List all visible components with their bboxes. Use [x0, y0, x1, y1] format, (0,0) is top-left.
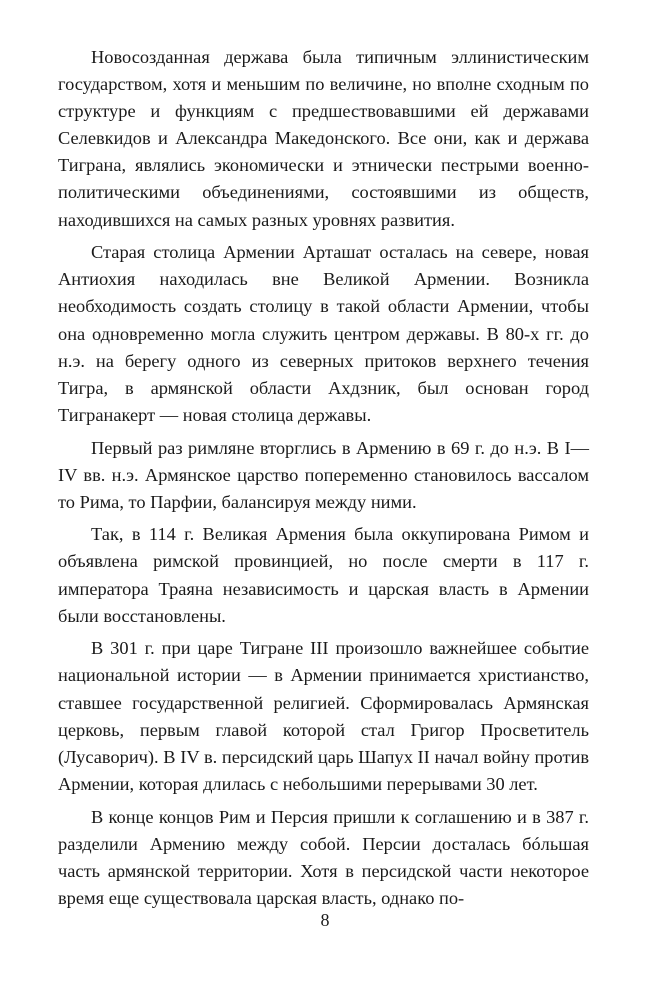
page-body — [58, 44, 589, 917]
paragraph-6: В конце концов Рим и Персия пришли к соглашению и в 387 г. разделили Армению между собой. Персии досталась бóльшая часть армянской территории. Хотя в персидской части некоторое время еще существовала царская власть, однако по- — [58, 806, 589, 908]
paragraph-4: Так, в 114 г. Великая Армения была оккупирована Римом и объявлена римской провинцией, но после смерти в 117 г. императора Траяна независимость и царская власть в Армении были восстановлены. — [58, 524, 589, 626]
page-number: 8 — [320, 910, 330, 930]
paragraph-5: В 301 г. при царе Тигране III произошло важнейшее событие национальной истории — в Армении принимается христианство, ставшее государственной религией. Сформировалась Армянская церковь, первым главой которой стал Григор Просветитель (Лусаворич). В IV в. персидский царь Шапух II начал войну против Армении, которая длилась с небольшими перерывами 30 лет. — [58, 638, 589, 794]
paragraph-3: Первый раз римляне вторглись в Армению в 69 г. до н.э. В I—IV вв. н.э. Армянское царство попеременно становилось вассалом то Рима, то Парфии, балансируя между ними. — [58, 437, 589, 512]
paragraph-2: Старая столица Армении Арташат осталась на севере, новая Антиохия находилась вне Великой Армении. Возникла необходимость создать столицу в такой области Армении, чтобы она одновременно могла служить центром державы. В 80-х гг. до н.э. на берегу одного из северных притоков верхнего течения Тигра, в армянской области Ахдзник, был основан город Тигранакерт — новая столица державы. — [58, 242, 589, 425]
paragraph-1: Новосозданная держава была типичным эллинистическим государством, хотя и меньшим по величине, но вполне сходным по структуре и функциям с предшествовавшими ей державами Селевкидов и Александра Македонского. Все они, как и держава Тиграна, являлись экономически и этнически пестрыми военно-политическими объединениями, состоявшими из обществ, находившихся на самых разных уровнях развития. — [58, 47, 589, 230]
